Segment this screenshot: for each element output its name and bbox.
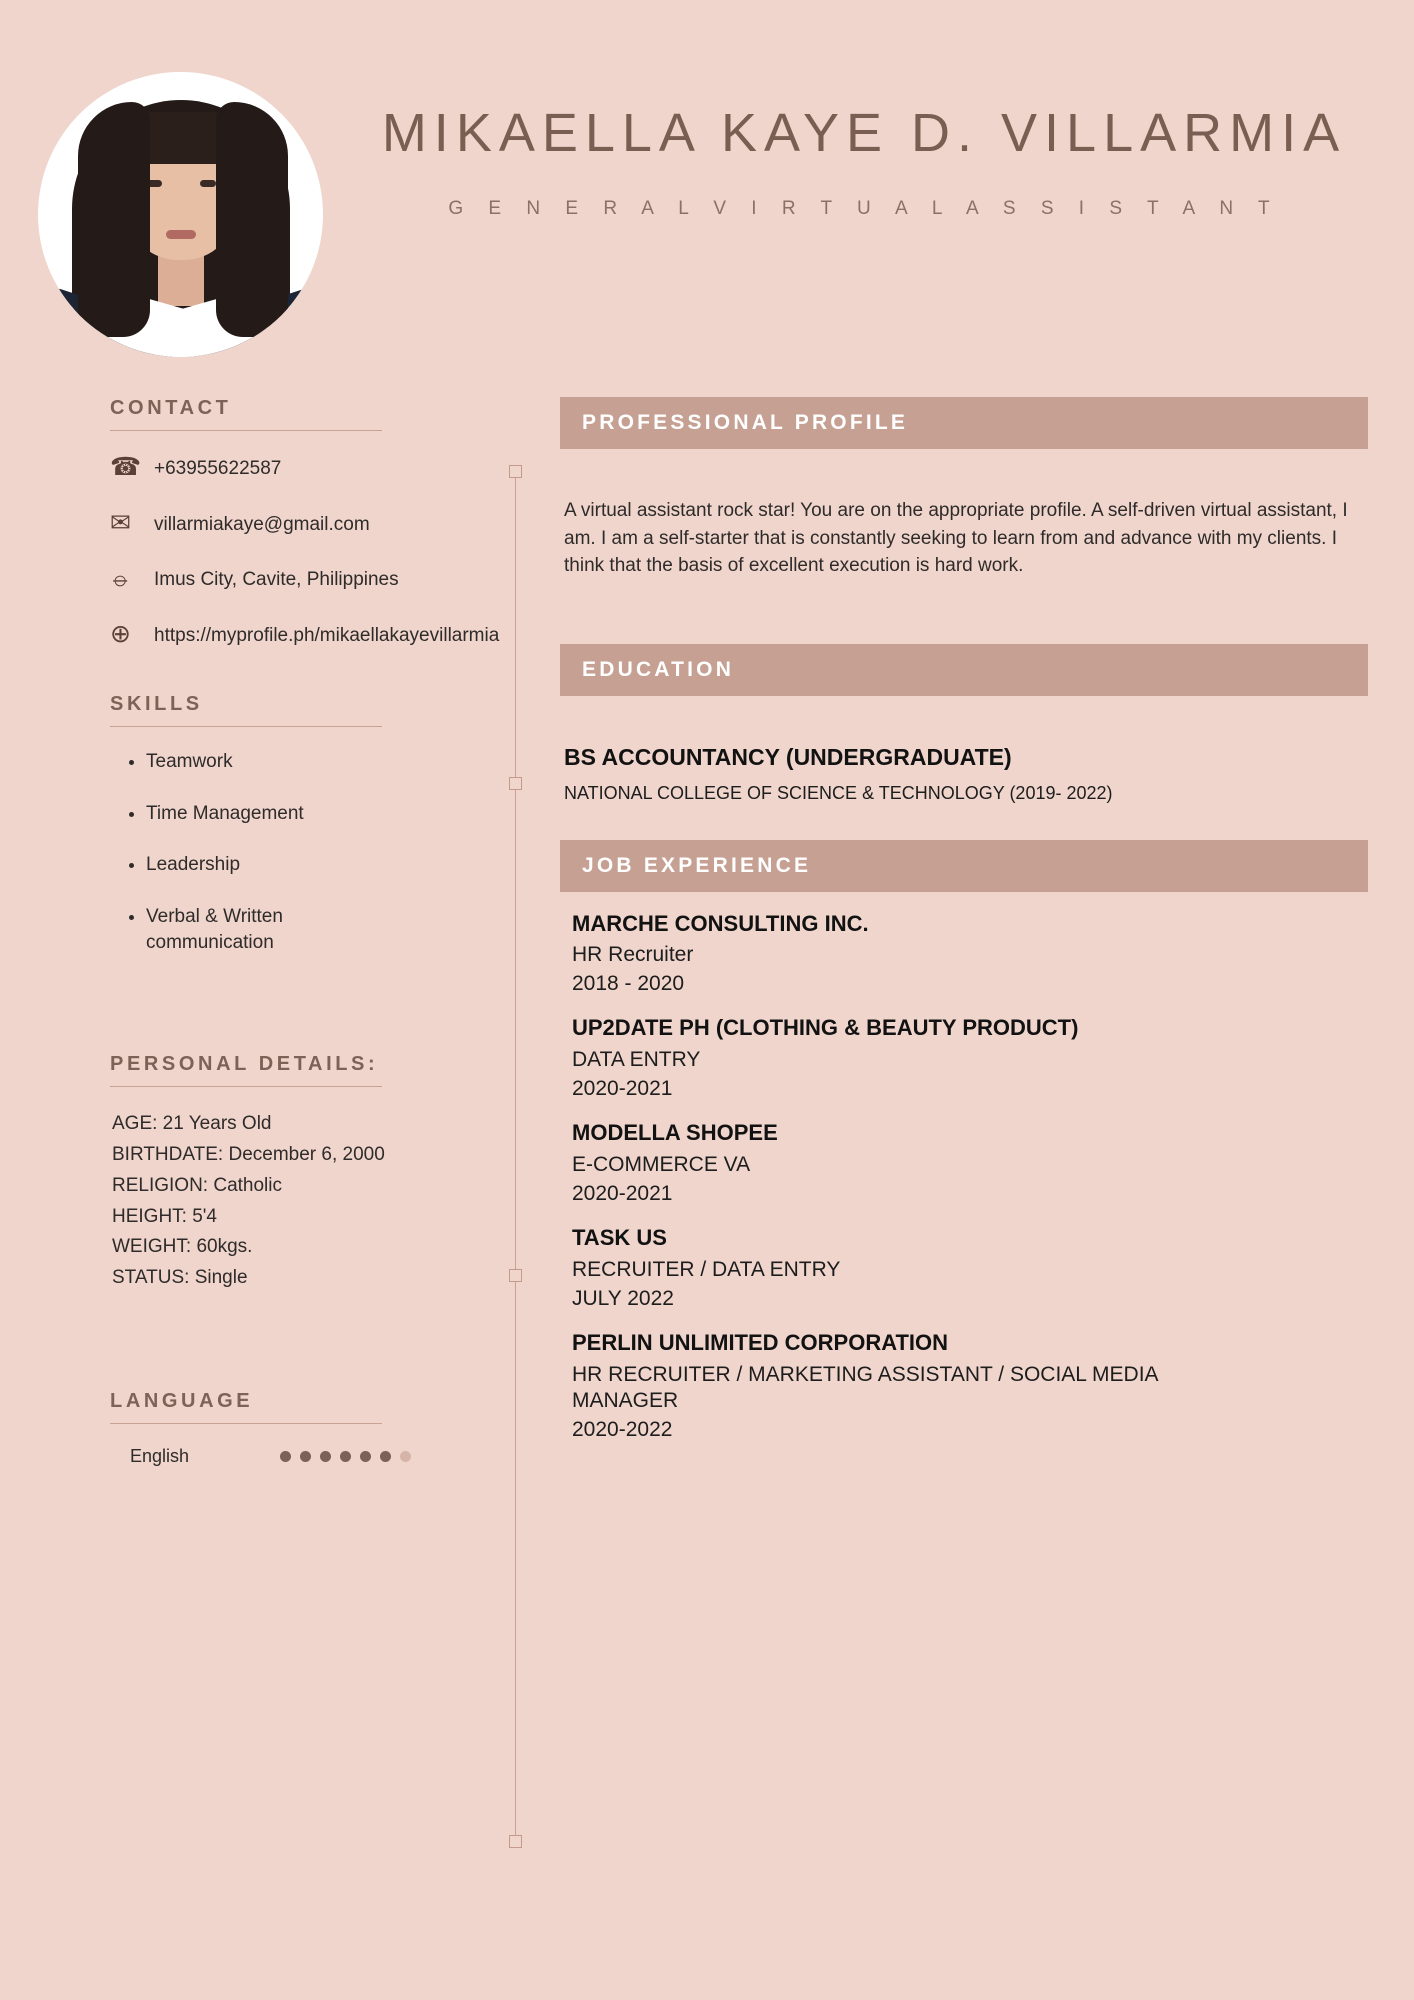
timeline-node xyxy=(509,1269,522,1282)
timeline-divider xyxy=(470,397,560,1467)
detail-birthdate: BIRTHDATE: December 6, 2000 xyxy=(112,1144,385,1166)
job-entry xyxy=(560,1014,1368,1101)
job-entry xyxy=(560,1119,1368,1206)
personal-details-rule xyxy=(110,1086,382,1087)
contact-item-phone xyxy=(110,453,470,483)
level-dot xyxy=(360,1451,371,1462)
job-company: MODELLA SHOPEE xyxy=(572,1120,778,1146)
job-company: UP2DATE PH (CLOTHING & BEAUTY PRODUCT) xyxy=(572,1015,1079,1041)
section-bar-professional-profile: PROFESSIONAL PROFILE xyxy=(560,397,1368,449)
resume-header xyxy=(0,0,1414,357)
job-dates: 2020-2022 xyxy=(572,1418,673,1442)
language-section xyxy=(110,1390,470,1467)
contact-item-location xyxy=(110,564,470,594)
location-icon: ⦵ xyxy=(110,564,132,593)
contact-section xyxy=(110,397,500,649)
detail-religion: RELIGION: Catholic xyxy=(112,1174,282,1196)
job-company: MARCHE CONSULTING INC. xyxy=(572,910,869,936)
contact-website-text[interactable]: https://myprofile.ph/mikaellakayevillarmia xyxy=(154,624,500,646)
candidate-name: MIKAELLA KAYE D. VILLARMIA xyxy=(381,103,1347,163)
job-role: RECRUITER / DATA ENTRY xyxy=(572,1257,841,1281)
contact-rule xyxy=(110,430,382,431)
timeline-node xyxy=(509,465,522,478)
job-entry xyxy=(560,1329,1368,1442)
timeline-node xyxy=(509,1835,522,1848)
level-dot xyxy=(320,1451,331,1462)
job-dates: 2020-2021 xyxy=(572,1182,673,1206)
section-bar-education: EDUCATION xyxy=(560,644,1368,696)
email-icon: ✉ xyxy=(110,508,131,537)
job-entry xyxy=(560,910,1368,997)
section-bar-job-experience: JOB EXPERIENCE xyxy=(560,840,1368,892)
detail-weight: WEIGHT: 60kgs. xyxy=(112,1236,253,1258)
job-role: DATA ENTRY xyxy=(572,1048,701,1072)
personal-details-list xyxy=(110,1109,470,1294)
timeline-line xyxy=(515,469,516,1839)
job-company: PERLIN UNLIMITED CORPORATION xyxy=(572,1330,949,1356)
skill-item: • Teamwork xyxy=(146,749,470,775)
contact-phone-text: +63955622587 xyxy=(154,458,282,479)
job-role: HR RECRUITER / MARKETING ASSISTANT / SOCIAL MEDIA MANAGER xyxy=(572,1362,1158,1412)
level-dot xyxy=(300,1451,311,1462)
resume-body xyxy=(0,357,1414,1467)
phone-icon: ☎ xyxy=(110,453,142,481)
contact-item-website xyxy=(110,619,500,650)
personal-details-section xyxy=(110,1053,470,1294)
skills-section xyxy=(110,693,470,955)
level-dot-empty xyxy=(400,1451,411,1462)
detail-height: HEIGHT: 5'4 xyxy=(112,1205,217,1227)
job-entry xyxy=(560,1224,1368,1311)
language-row xyxy=(110,1446,470,1467)
skill-item: • Verbal & Written communication xyxy=(146,904,356,955)
skill-item: • Leadership xyxy=(146,852,470,878)
photo-container xyxy=(0,72,360,357)
education-school: NATIONAL COLLEGE OF SCIENCE & TECHNOLOGY (2019- 2022) xyxy=(564,782,1113,803)
level-dot xyxy=(340,1451,351,1462)
contact-location-text: Imus City, Cavite, Philippines xyxy=(154,569,399,591)
skills-heading: SKILLS xyxy=(110,693,203,716)
level-dot xyxy=(280,1451,291,1462)
language-rule xyxy=(110,1423,382,1424)
candidate-role: G E N E R A L V I R T U A L A S S I S T A N T xyxy=(448,197,1280,219)
job-company: TASK US xyxy=(572,1225,667,1251)
skills-list xyxy=(110,749,470,955)
level-dot xyxy=(380,1451,391,1462)
header-text xyxy=(360,72,1414,220)
job-dates: 2018 - 2020 xyxy=(572,972,685,996)
job-role: HR Recruiter xyxy=(572,943,694,967)
sidebar xyxy=(0,397,500,1467)
language-heading: LANGUAGE xyxy=(110,1389,254,1412)
contact-heading: CONTACT xyxy=(110,397,232,419)
contact-email-text: villarmiakaye@gmail.com xyxy=(154,513,370,535)
globe-icon: ⊕ xyxy=(110,619,131,648)
professional-profile-text: A virtual assistant rock star! You are on the appropriate profile. A self-driven virtual assistant, I am. I am a self-starter that is constantly seeking to learn from and advance with my clients. I think that the basis of excellent execution is hard work. xyxy=(564,500,1348,577)
job-dates: 2020-2021 xyxy=(572,1077,673,1101)
detail-age: AGE: 21 Years Old xyxy=(112,1113,272,1135)
skills-rule xyxy=(110,726,382,727)
language-level-dots xyxy=(280,1451,411,1462)
contact-item-email xyxy=(110,509,470,539)
detail-status: STATUS: Single xyxy=(112,1267,248,1289)
personal-details-heading: PERSONAL DETAILS: xyxy=(110,1053,379,1076)
job-role: E-COMMERCE VA xyxy=(572,1152,751,1176)
timeline-node xyxy=(509,777,522,790)
language-name: English xyxy=(130,1445,190,1466)
main-content xyxy=(560,397,1414,1467)
skill-item: • Time Management xyxy=(146,801,470,827)
job-dates: JULY 2022 xyxy=(572,1287,674,1311)
education-degree: BS ACCOUNTANCY (UNDERGRADUATE) xyxy=(564,743,1012,770)
profile-photo xyxy=(38,72,323,357)
